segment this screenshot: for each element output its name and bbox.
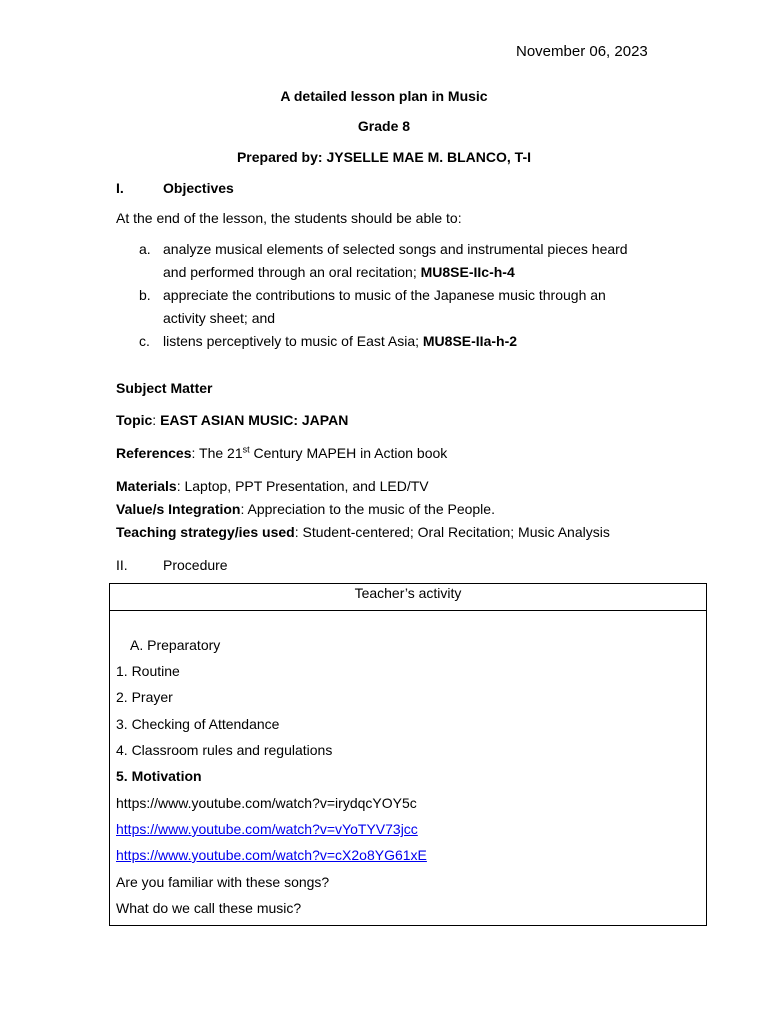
competency-code: MU8SE-IIa-h-2	[422, 333, 518, 349]
step-prayer: 2. Prayer	[116, 689, 173, 705]
table-header: Teacher’s activity	[110, 584, 706, 611]
list-marker: a.	[139, 241, 151, 257]
grade-level: Grade 8	[357, 118, 411, 134]
values-line	[116, 501, 495, 517]
strategy-label: Teaching strategy/ies used	[116, 524, 295, 540]
topic-line: Topic: EAST ASIAN MUSIC: JAPAN	[116, 412, 349, 428]
question-familiar: Are you familiar with these songs?	[116, 874, 330, 890]
video-link-1: https://www.youtube.com/watch?v=irydqcYOY5c	[116, 795, 417, 811]
objective-text: and performed through an oral recitation;	[163, 264, 421, 280]
question-music-name: What do we call these music?	[116, 900, 302, 916]
ordinal-suffix: st	[242, 444, 250, 455]
objective-text	[163, 333, 517, 349]
materials-value: : Laptop, PPT Presentation, and LED/TV	[176, 478, 429, 494]
references-value-end: Century MAPEH in Action book	[249, 445, 448, 461]
step-classroom-rules: 4. Classroom rules and regulations	[116, 742, 333, 758]
topic-label: Topic	[116, 412, 153, 428]
values-value: : Appreciation to the music of the People.	[240, 501, 495, 517]
list-marker: c.	[139, 333, 150, 349]
procedure-numeral: II.	[116, 557, 128, 573]
lesson-date: November 06, 2023	[516, 43, 648, 60]
objective-text: analyze musical elements of selected songs and instrumental pieces heard	[163, 241, 628, 257]
objective-text: appreciate the contributions to music of the Japanese music through an	[163, 287, 606, 303]
strategy-line	[116, 524, 610, 540]
materials-label: Materials	[116, 478, 177, 494]
objective-text-part: listens perceptively to music of East Asia;	[163, 333, 423, 349]
preparatory-heading: A. Preparatory	[130, 637, 221, 653]
objectives-intro: At the end of the lesson, the students should be able to:	[116, 210, 462, 226]
procedure-table	[109, 583, 707, 926]
materials-line	[116, 478, 429, 494]
step-attendance: 3. Checking of Attendance	[116, 716, 280, 732]
references-value: : The 21	[191, 445, 243, 461]
subject-matter-heading: Subject Matter	[116, 380, 213, 396]
objective-text-continued	[163, 264, 515, 280]
competency-code: MU8SE-IIc-h-4	[420, 264, 515, 280]
objectives-numeral: I.	[116, 180, 124, 196]
video-link-3[interactable]: https://www.youtube.com/watch?v=cX2o8YG61xE	[116, 847, 427, 863]
strategy-value: : Student-centered; Oral Recitation; Music Analysis	[294, 524, 610, 540]
objective-text-continued: activity sheet; and	[163, 310, 276, 326]
topic-value: EAST ASIAN MUSIC: JAPAN	[160, 412, 349, 428]
procedure-heading: Procedure	[163, 557, 228, 573]
objectives-heading: Objectives	[163, 180, 234, 196]
video-link-2[interactable]: https://www.youtube.com/watch?v=vYoTYV73jcc	[116, 821, 418, 837]
motivation-heading: 5. Motivation	[116, 768, 202, 784]
list-marker: b.	[139, 287, 151, 303]
lesson-title: A detailed lesson plan in Music	[280, 88, 488, 104]
references-line	[116, 445, 447, 461]
values-label: Value/s Integration	[116, 501, 241, 517]
step-routine: 1. Routine	[116, 663, 180, 679]
prepared-by: Prepared by: JYSELLE MAE M. BLANCO, T-I	[236, 149, 532, 165]
references-label: References	[116, 445, 192, 461]
